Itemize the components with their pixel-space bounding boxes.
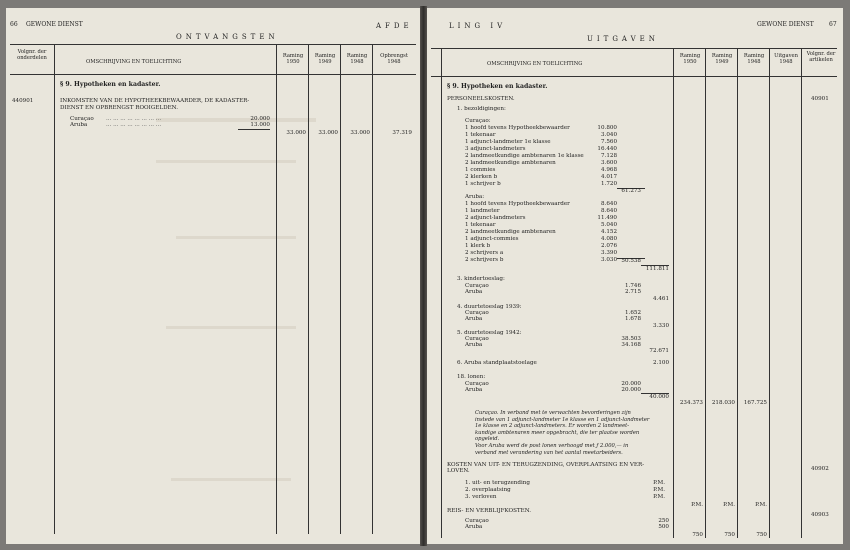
section-title: ONTVANGSTEN	[176, 33, 279, 41]
article-number: 40901	[811, 96, 829, 102]
row-label: 1 commies	[465, 167, 496, 173]
row-value: 10.800	[597, 125, 617, 131]
section-title: UITGAVEN	[587, 35, 659, 43]
column-rule	[673, 48, 674, 538]
row-label: Aruba	[465, 342, 483, 348]
section-heading: LOVEN.	[447, 468, 470, 474]
row-label: Aruba	[465, 387, 483, 393]
group-total: 61.273	[621, 188, 641, 194]
row-value: 250	[658, 518, 669, 524]
spread-title: AFDE	[376, 22, 413, 30]
row-label: Aruba	[70, 122, 88, 128]
section-heading: PERSONEELSKOSTEN.	[447, 96, 515, 102]
show-through	[176, 236, 296, 239]
row-value: 13.000	[250, 122, 270, 128]
row-value: 1.720	[600, 181, 617, 187]
column-rule	[737, 48, 738, 538]
column-rule	[340, 44, 341, 534]
item-text: DIENST EN OPBRENGST ROOIGELDEN.	[60, 105, 178, 111]
row-value: 1.652	[624, 310, 641, 316]
paragraph-heading: § 9. Hypotheken en kadaster.	[60, 81, 161, 88]
column-rule	[308, 44, 309, 534]
row-label: Curaçao	[465, 336, 489, 342]
row-value: 38.503	[621, 336, 641, 342]
row-value: 2.076	[600, 243, 617, 249]
note-line: Curaçao. In verband met te verwachten bevorderingen zijn	[475, 410, 631, 416]
row-value: 3.030	[600, 257, 617, 263]
total-raming-1948: 33.000	[350, 130, 370, 136]
running-head: GEWONE DIENST	[757, 21, 814, 28]
sub-heading: 1. bezoldigingen:	[457, 106, 506, 112]
table-top-rule	[10, 44, 416, 45]
row-value: 4.017	[600, 174, 617, 180]
row-value: 2.715	[624, 289, 641, 295]
item-text: INKOMSTEN VAN DE HYPOTHEEKBEWAARDER, DE KADASTER-	[60, 98, 250, 104]
item-number: 440901	[12, 98, 34, 104]
column-header-omschrijving: OMSCHRIJVING EN TOELICHTING	[487, 61, 583, 67]
row-label: 2 landmeetkundige ambtenaren	[465, 160, 556, 166]
row-value: P.M.	[653, 480, 665, 486]
spread-title: LING IV	[449, 22, 507, 30]
total-raming-1949: 33.000	[318, 130, 338, 136]
row-value: 4.968	[600, 167, 617, 173]
row-label: 1 landmeter	[465, 208, 500, 214]
total-raming-1949: 218.030	[711, 400, 735, 406]
row-value: 20.000	[621, 387, 641, 393]
subtotal: 3.330	[652, 323, 669, 329]
note-line: opgeleid.	[475, 436, 500, 443]
column-header-uitgaven-1948: Uitgaven 1948	[774, 53, 798, 65]
row-label: Aruba	[465, 524, 483, 530]
column-header-volgnr: Volgnr. der onderdelen	[17, 49, 47, 61]
total-raming-1948: P.M.	[755, 502, 767, 508]
total-opbrengst-1948: 37.319	[392, 130, 412, 136]
sub-heading: 6. Aruba standplaatstoelage	[457, 360, 537, 366]
row-label: Curaçao	[70, 116, 94, 122]
left-page	[6, 8, 420, 544]
article-number: 40902	[811, 466, 829, 472]
column-rule	[769, 48, 770, 538]
column-header-volgnr: Volgnr. der artikelen	[806, 51, 836, 63]
group-label: Curaçao:	[465, 118, 491, 124]
row-value: 20.000	[250, 116, 270, 122]
row-label: 1. uit- en terugzending	[465, 480, 530, 486]
row-value: 7.128	[600, 153, 617, 159]
show-through	[156, 160, 296, 163]
total-raming-1948: 750	[756, 532, 767, 538]
row-value: 3.390	[600, 250, 617, 256]
column-rule	[705, 48, 706, 538]
row-label: 1 tekenaar	[465, 132, 496, 138]
row-value: 8.640	[600, 201, 617, 207]
leader-dots: ... ... ... ... ... ... ... ...	[106, 122, 162, 128]
section-heading: KOSTEN VAN UIT- EN TERUGZENDING, OVERPLAATSING EN VER-	[447, 462, 645, 468]
running-head: GEWONE DIENST	[26, 21, 83, 28]
row-value: 8.640	[600, 208, 617, 214]
subtotal: 2.100	[652, 360, 669, 366]
show-through	[171, 478, 291, 481]
total-raming-1950: 33.000	[286, 130, 306, 136]
sub-heading: 18. lonen:	[457, 374, 486, 380]
section-heading: REIS- EN VERBLIJFKOSTEN.	[447, 508, 532, 514]
row-label: 2. overplaatsing	[465, 487, 511, 493]
row-value: 1.678	[624, 316, 641, 322]
table-top-rule	[431, 48, 837, 49]
note-line: 1e klasse en 2 adjunct-landmeters. Er worden 2 landmeet-	[475, 423, 630, 430]
column-header-raming-1948: Raming 1948	[346, 53, 368, 65]
row-value: 5.040	[600, 222, 617, 228]
note-line: verband met verandering van het aantal meetarbeiders.	[475, 449, 623, 456]
row-label: 1 hoofd tevens Hypotheekbewaarder	[465, 125, 570, 131]
header-rule	[431, 76, 837, 77]
page-number: 67	[829, 21, 837, 28]
sub-heading: 5. duurtetoeslag 1942:	[457, 330, 522, 336]
sum-rule	[238, 129, 270, 130]
row-label: Curaçao	[465, 310, 489, 316]
row-value: 20.000	[621, 381, 641, 387]
row-value: 3.040	[600, 132, 617, 138]
note-line: instede van 1 adjunct-landmeter 1e klasse en 1 adjunct-landmeter	[475, 416, 650, 423]
row-label: 2 schrijvers a	[465, 250, 504, 256]
note-line: kundige ambtenaren meer opgebracht, die ter plaatse worden	[475, 429, 640, 436]
group-total: 50.538	[621, 258, 641, 264]
row-label: 2 landmeetkundige ambtenaren 1e klasse	[465, 153, 584, 159]
article-number: 40903	[811, 512, 829, 518]
total-raming-1950: 750	[692, 532, 703, 538]
subtotal: 4.461	[652, 296, 669, 302]
row-value: 1.746	[624, 283, 641, 289]
row-label: 2 klerken b	[465, 174, 498, 180]
row-label: Aruba	[465, 289, 483, 295]
row-value: 4.080	[600, 236, 617, 242]
row-label: 2 schrijvers b	[465, 257, 504, 263]
subtotal: 40.000	[649, 394, 669, 400]
total-raming-1949: P.M.	[723, 502, 735, 508]
right-page	[427, 8, 843, 544]
row-value: 16.440	[597, 146, 617, 152]
subtotal: 111.811	[645, 266, 669, 272]
column-header-omschrijving: OMSCHRIJVING EN TOELICHTING	[86, 59, 182, 65]
row-label: 1 adjunct-commies	[465, 236, 519, 242]
row-label: Aruba	[465, 316, 483, 322]
total-raming-1950: 234.373	[679, 400, 703, 406]
row-label: 3. verloven	[465, 494, 497, 500]
row-label: 1 adjunct-landmeter 1e klasse	[465, 139, 551, 145]
column-header-raming-1950: Raming 1950	[679, 53, 701, 65]
column-header-opbrengst-1948: Opbrengst 1948	[380, 53, 408, 65]
leader-dots: ... ... ... ... ... ... ... ...	[106, 116, 162, 122]
total-raming-1948: 167.725	[743, 400, 767, 406]
subtotal: 72.671	[649, 348, 669, 354]
row-label: Curaçao	[465, 518, 489, 524]
row-label: 2 landmeetkundige ambtenaren	[465, 229, 556, 235]
column-header-raming-1949: Raming 1949	[711, 53, 733, 65]
sub-heading: 3. kindertoeslag:	[457, 276, 505, 282]
row-label: 1 hoofd tevens Hypotheekbewaarder	[465, 201, 570, 207]
row-label: Curaçao	[465, 381, 489, 387]
row-value: 3.600	[600, 160, 617, 166]
column-rule	[801, 48, 802, 538]
column-rule	[54, 44, 55, 534]
row-value: P.M.	[653, 494, 665, 500]
row-value: 11.490	[597, 215, 617, 221]
row-label: Curaçao	[465, 283, 489, 289]
column-rule	[441, 48, 442, 538]
row-value: 500	[658, 524, 669, 530]
column-rule	[372, 44, 373, 534]
header-rule	[10, 74, 416, 75]
total-raming-1950: P.M.	[691, 502, 703, 508]
row-value: 4.152	[600, 229, 617, 235]
row-label: 1 klerk b	[465, 243, 491, 249]
paragraph-heading: § 9. Hypotheken en kadaster.	[447, 83, 548, 90]
book-gutter	[420, 6, 427, 546]
row-label: 3 adjunct-landmeters	[465, 146, 526, 152]
row-value: 7.560	[600, 139, 617, 145]
page-number: 66	[10, 21, 18, 28]
row-value: 34.168	[621, 342, 641, 348]
group-label: Aruba:	[465, 194, 485, 200]
column-header-raming-1950: Raming 1950	[282, 53, 304, 65]
sub-heading: 4. duurtetoeslag 1939:	[457, 304, 522, 310]
column-header-raming-1949: Raming 1949	[314, 53, 336, 65]
total-raming-1949: 750	[724, 532, 735, 538]
row-label: 1 schrijver b	[465, 181, 501, 187]
row-value: P.M.	[653, 487, 665, 493]
column-header-raming-1948: Raming 1948	[743, 53, 765, 65]
note-line: Voor Aruba werd de post lonen verhoogd met ƒ 2.000,— in	[475, 443, 629, 449]
row-label: 2 adjunct-landmeters	[465, 215, 526, 221]
column-rule	[276, 44, 277, 534]
row-label: 1 tekenaar	[465, 222, 496, 228]
